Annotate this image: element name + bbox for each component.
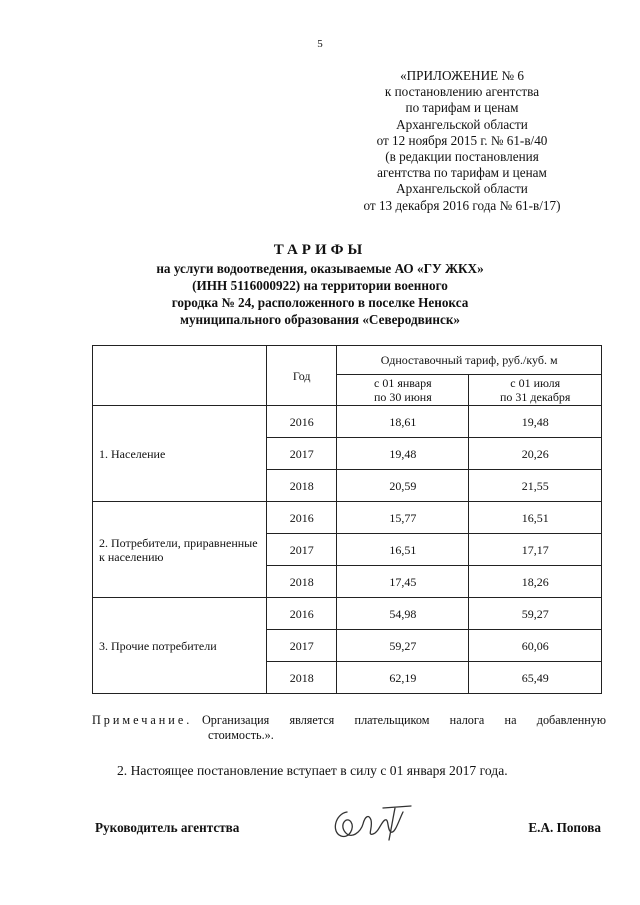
table-row — [93, 502, 602, 534]
note-text: Организация является плательщиком налога на добавленную — [202, 713, 606, 727]
page-number: 5 — [317, 38, 323, 50]
appendix-line: Архангельской области — [396, 116, 528, 132]
signer-name: Е.А. Попова — [528, 820, 601, 835]
header-category — [93, 346, 267, 406]
handwritten-signature-icon — [325, 802, 415, 846]
value-cell: 16,51 — [469, 502, 602, 534]
appendix-line: (в редакции постановления — [385, 149, 539, 165]
signer-position: Руководитель агентства — [95, 820, 240, 835]
note-text-continued: стоимость.». — [208, 728, 274, 742]
value-cell: 59,27 — [469, 598, 602, 630]
value-cell: 16,51 — [337, 534, 469, 566]
tariff-table — [92, 345, 602, 694]
value-cell: 17,45 — [337, 566, 469, 598]
value-cell: 62,19 — [337, 662, 469, 694]
year-cell: 2016 — [267, 406, 337, 438]
value-cell: 19,48 — [469, 406, 602, 438]
year-cell: 2018 — [267, 566, 337, 598]
value-cell: 21,55 — [469, 470, 602, 502]
year-cell: 2017 — [267, 534, 337, 566]
effective-date-clause: 2. Настоящее постановление вступает в силу с 01 января 2017 года. — [117, 763, 508, 778]
appendix-line: к постановлению агентства — [384, 84, 540, 100]
year-cell: 2016 — [267, 598, 337, 630]
value-cell: 20,59 — [337, 470, 469, 502]
year-cell: 2018 — [267, 470, 337, 502]
appendix-line: Архангельской области — [396, 181, 528, 197]
header-period-1: с 01 января по 30 июня — [337, 375, 469, 406]
value-cell: 17,17 — [469, 534, 602, 566]
year-cell: 2018 — [267, 662, 337, 694]
header-period-2: с 01 июля по 31 декабря — [469, 375, 602, 406]
appendix-line: «ПРИЛОЖЕНИЕ № 6 — [400, 68, 524, 83]
title-line: на услуги водоотведения, оказываемые АО «ГУ ЖКХ» — [156, 261, 484, 276]
value-cell: 65,49 — [469, 662, 602, 694]
note-block — [92, 713, 612, 743]
value-cell: 20,26 — [469, 438, 602, 470]
appendix-line: от 12 ноября 2015 г. № 61-в/40 — [376, 132, 548, 148]
year-cell: 2017 — [267, 438, 337, 470]
appendix-line: агентства по тарифам и ценам — [377, 165, 547, 181]
value-cell: 19,48 — [337, 438, 469, 470]
title-line: (ИНН 5116000922) на территории военного — [192, 278, 448, 293]
year-cell: 2016 — [267, 502, 337, 534]
category-cell: 2. Потребители, приравненные к населению — [93, 502, 267, 598]
appendix-heading — [322, 68, 602, 214]
category-cell: 3. Прочие потребители — [93, 598, 267, 694]
document-title — [40, 240, 600, 328]
title-line: городка № 24, расположенного в поселке Ненокса — [171, 295, 469, 310]
value-cell: 18,26 — [469, 566, 602, 598]
value-cell: 15,77 — [337, 502, 469, 534]
header-tariff: Одноставочный тариф, руб./куб. м — [337, 346, 602, 375]
value-cell: 59,27 — [337, 630, 469, 662]
value-cell: 18,61 — [337, 406, 469, 438]
appendix-line: по тарифам и ценам — [405, 100, 519, 116]
header-year: Год — [267, 346, 337, 406]
signature-block — [95, 814, 601, 844]
category-cell: 1. Население — [93, 406, 267, 502]
note-label: Примечание. — [92, 713, 193, 727]
value-cell: 54,98 — [337, 598, 469, 630]
title-main: ТАРИФЫ — [273, 242, 367, 258]
title-line: муниципального образования «Северодвинск» — [179, 312, 461, 327]
table-row — [93, 406, 602, 438]
value-cell: 60,06 — [469, 630, 602, 662]
year-cell: 2017 — [267, 630, 337, 662]
table-row — [93, 598, 602, 630]
appendix-line: от 13 декабря 2016 года № 61-в/17) — [363, 197, 561, 213]
